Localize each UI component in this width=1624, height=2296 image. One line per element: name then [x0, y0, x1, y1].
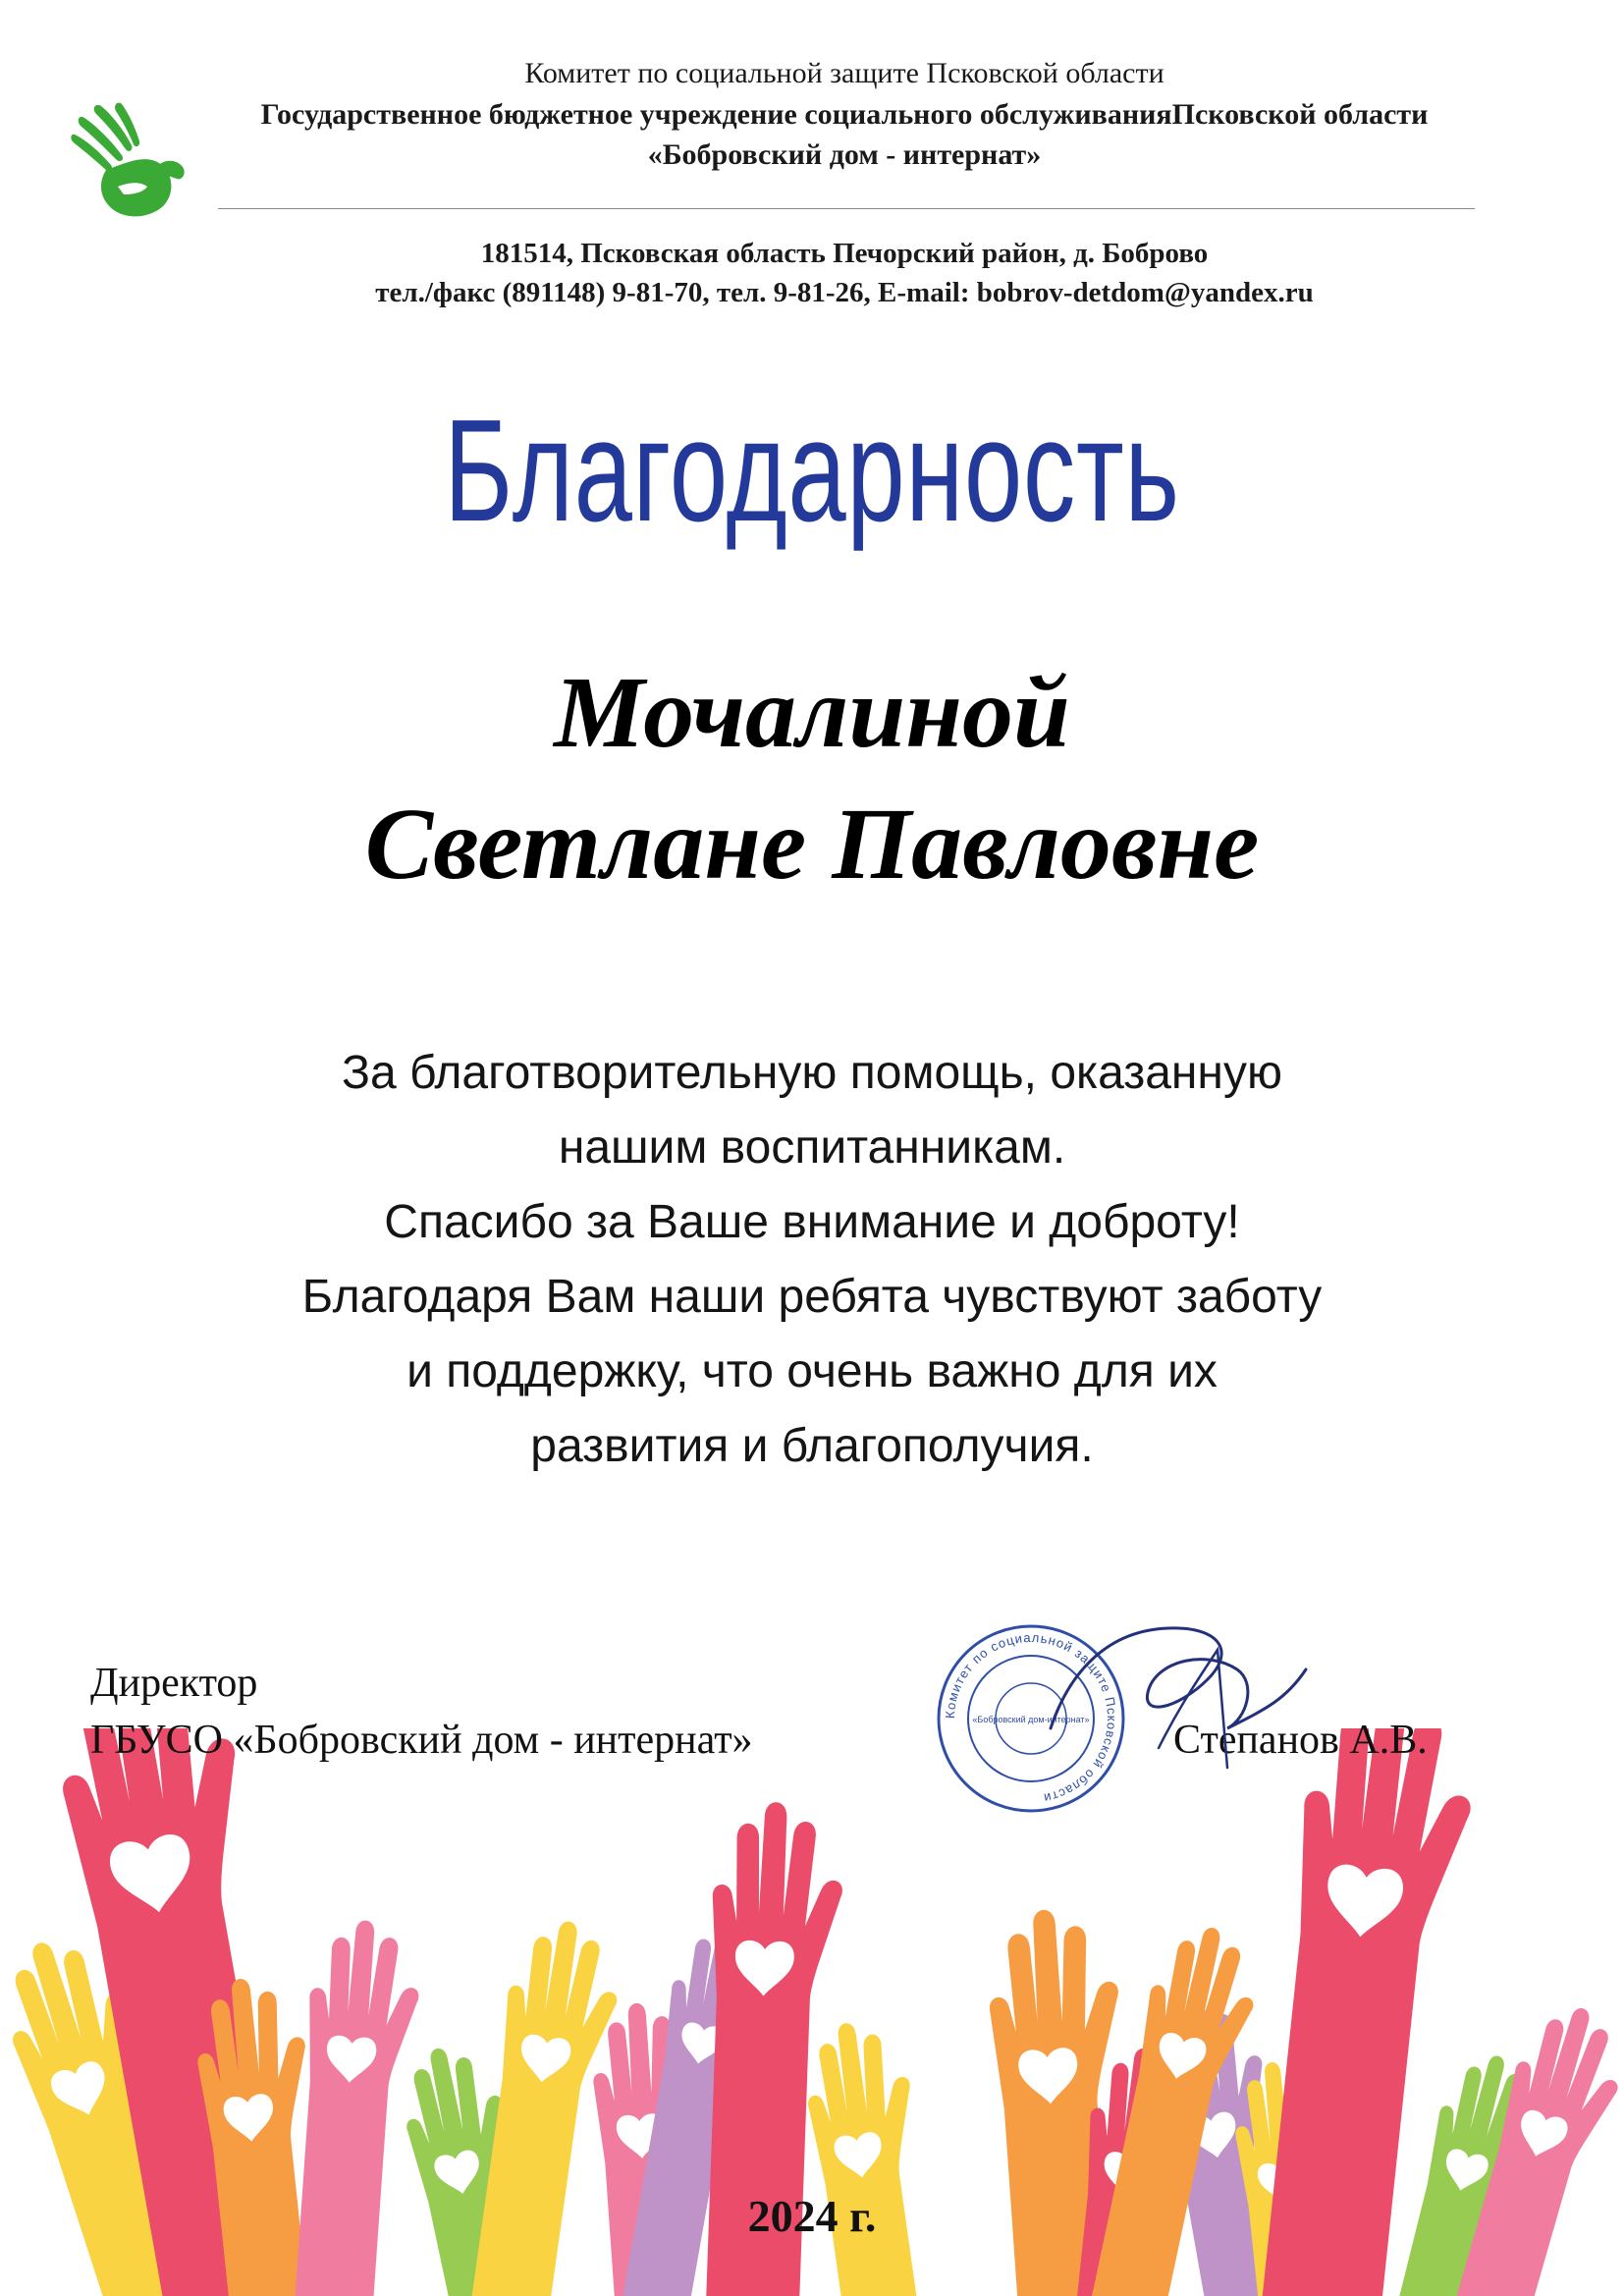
gratitude-message — [118, 1036, 1506, 1484]
certificate-title: Благодарность — [444, 390, 1180, 552]
message-line: и поддержку, что очень важно для их — [406, 1345, 1218, 1397]
handwritten-signature — [1031, 1611, 1316, 1787]
message-line: развития и благополучия. — [530, 1420, 1094, 1472]
header-divider — [218, 208, 1475, 209]
svg-text:Комитет по социальной защите П: Комитет по социальной защите Псковской области — [942, 1629, 1120, 1807]
svg-text:«Бобровский дом-интернат»: «Бобровский дом-интернат» — [972, 1715, 1090, 1724]
header-contacts: тел./факс (891148) 9-81-70, тел. 9-81-26, E-mail: bobrov-detdom@yandex.ru — [375, 277, 1314, 308]
signatory-organization: ГБУСО «Бобровский дом - интернат» — [90, 1718, 753, 1763]
header-address: 181514, Псковская область Печорский район, д. Боброво — [480, 238, 1209, 269]
message-line: Благодаря Вам наши ребята чувствуют заботу — [301, 1271, 1323, 1323]
green-hands-logo-icon — [57, 96, 194, 234]
header-committee: Комитет по социальной защите Псковской области — [524, 57, 1164, 89]
message-line: нашим воспитанникам. — [558, 1121, 1066, 1174]
certificate-year: 2024 г. — [747, 2191, 877, 2241]
header-institution: Государственное бюджетное учреждение социального обслуживанияПсковской области — [260, 98, 1429, 131]
recipient-surname: Мочалиной — [554, 656, 1070, 769]
message-line: За благотворительную помощь, оказанную — [342, 1047, 1282, 1099]
signatory-position: Директор — [90, 1661, 258, 1706]
recipient-name: Светлане Павловне — [364, 788, 1260, 901]
header-institution-name: «Бобровский дом - интернат» — [647, 138, 1042, 171]
message-line: Спасибо за Ваше внимание и доброту! — [384, 1196, 1240, 1248]
signatory-name: Степанов А.В. — [1173, 1718, 1428, 1763]
